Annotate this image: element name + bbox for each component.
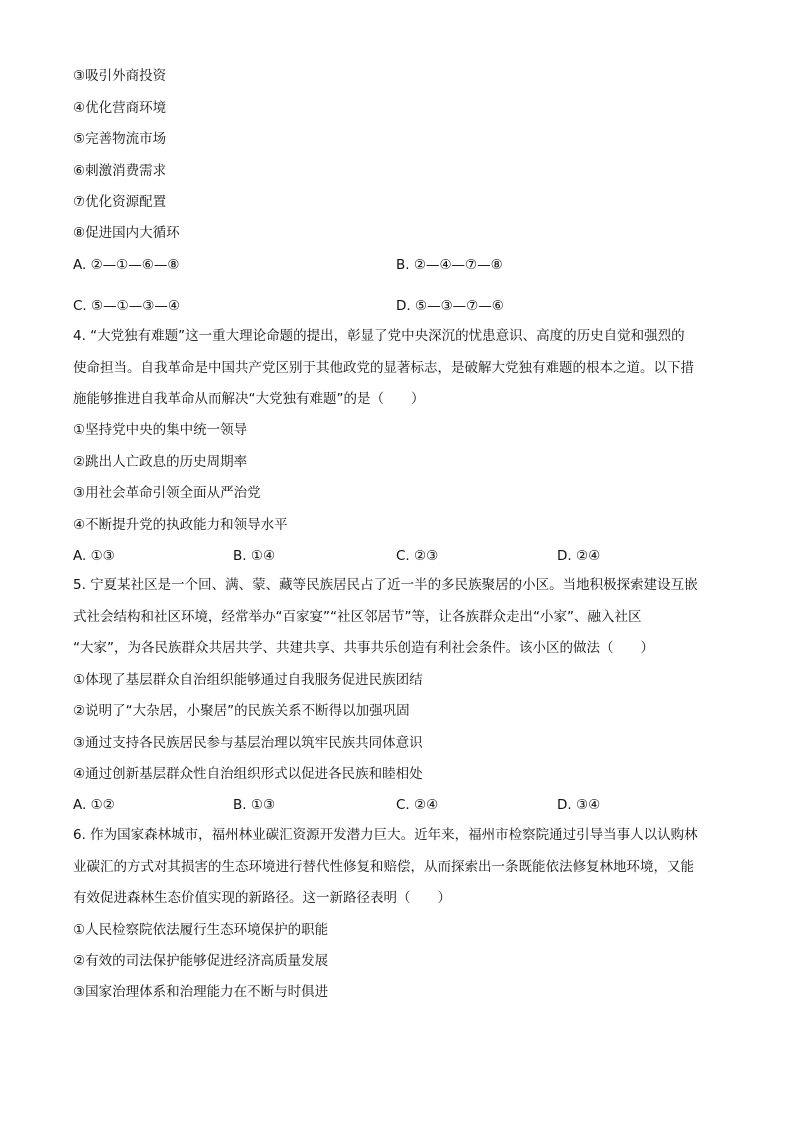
q6-item-1: ①人民检察院依法履行生态环境保护的职能 <box>73 922 329 938</box>
q4-item-1: ①坚持党中央的集中统一领导 <box>73 422 248 438</box>
q3-item-4: ④优化营商环境 <box>73 100 167 116</box>
q4-option-b: B. ①④ <box>233 548 276 564</box>
q5-item-1: ①体现了基层群众自治组织能够通过自我服务促进民族团结 <box>73 672 423 688</box>
q3-item-5: ⑤完善物流市场 <box>73 131 167 147</box>
q4-stem-line: 4. “大党独有难题”这一重大理论命题的提出，彰显了党中央深沉的忧患意识、高度的历史自觉和强烈的 <box>73 328 685 344</box>
q4-item-3: ③用社会革命引领全面从严治党 <box>73 485 261 501</box>
q5-option-c: C. ②④ <box>396 797 439 813</box>
q6-stem <box>73 820 723 915</box>
q4-stem-line: 使命担当。自我革命是中国共产党区别于其他政党的显著标志，是破解大党独有难题的根本之道。以下措 <box>73 359 694 376</box>
q3-option-d: D. ⑤—③—⑦—⑥ <box>396 298 504 314</box>
q3-option-b: B. ②—④—⑦—⑧ <box>396 257 503 273</box>
q3-item-3: ③吸引外商投资 <box>73 68 167 84</box>
q6-stem-line: 6. 作为国家森林城市，福州林业碳汇资源开发潜力巨大。近年来，福州市检察院通过引导当事人以认购林 <box>73 827 698 843</box>
q5-item-3: ③通过支持各民族居民参与基层治理以筑牢民族共同体意识 <box>73 735 423 751</box>
q4-item-2: ②跳出人亡政息的历史周期率 <box>73 454 248 470</box>
q5-option-b: B. ①③ <box>233 797 276 813</box>
q4-stem <box>73 321 723 416</box>
q3-option-c: C. ⑤—①—③—④ <box>73 298 180 314</box>
q6-stem-line: 业碳汇的方式对其损害的生态环境进行替代性修复和赔偿，从而探索出一条既能依法修复林地环境，又能 <box>73 858 694 875</box>
q6-stem-line: 有效促进森林生态价值实现的新路径。这一新路径表明（ ） <box>73 890 451 906</box>
q5-item-4: ④通过创新基层群众性自治组织形式以促进各民族和睦相处 <box>73 766 423 782</box>
q4-option-c: C. ②③ <box>396 548 439 564</box>
q6-item-2: ②有效的司法保护能够促进经济高质量发展 <box>73 953 329 969</box>
q5-option-a: A. ①② <box>73 797 115 813</box>
q3-item-6: ⑥刺激消费需求 <box>73 163 167 179</box>
q6-item-3: ③国家治理体系和治理能力在不断与时俱进 <box>73 984 329 1000</box>
q5-stem-line: 式社会结构和社区环境，经常举办“百家宴”“社区邻居节”等，让各族群众走出“小家”、融入社区 <box>73 608 642 625</box>
q5-option-d: D. ③④ <box>557 797 601 813</box>
q4-item-4: ④不断提升党的执政能力和领导水平 <box>73 517 288 533</box>
q4-option-d: D. ②④ <box>557 548 601 564</box>
q3-item-7: ⑦优化资源配置 <box>73 194 167 210</box>
q5-stem <box>73 570 723 665</box>
q5-item-2: ②说明了“大杂居，小聚居”的民族关系不断得以加强巩固 <box>73 703 410 719</box>
q4-option-a: A. ①③ <box>73 548 115 564</box>
q3-item-8: ⑧促进国内大循环 <box>73 225 180 241</box>
q4-stem-line: 施能够推进自我革命从而解决“大党独有难题”的是（ ） <box>73 391 425 407</box>
q5-stem-line: “大家”，为各民族群众共居共学、共建共享、共事共乐创造有利社会条件。该小区的做法（ ） <box>73 640 654 656</box>
q3-option-a: A. ②—①—⑥—⑧ <box>73 257 180 273</box>
q5-stem-line: 5. 宁夏某社区是一个回、满、蒙、藏等民族居民占了近一半的多民族聚居的小区。当地积极探索建设互嵌 <box>73 577 698 593</box>
